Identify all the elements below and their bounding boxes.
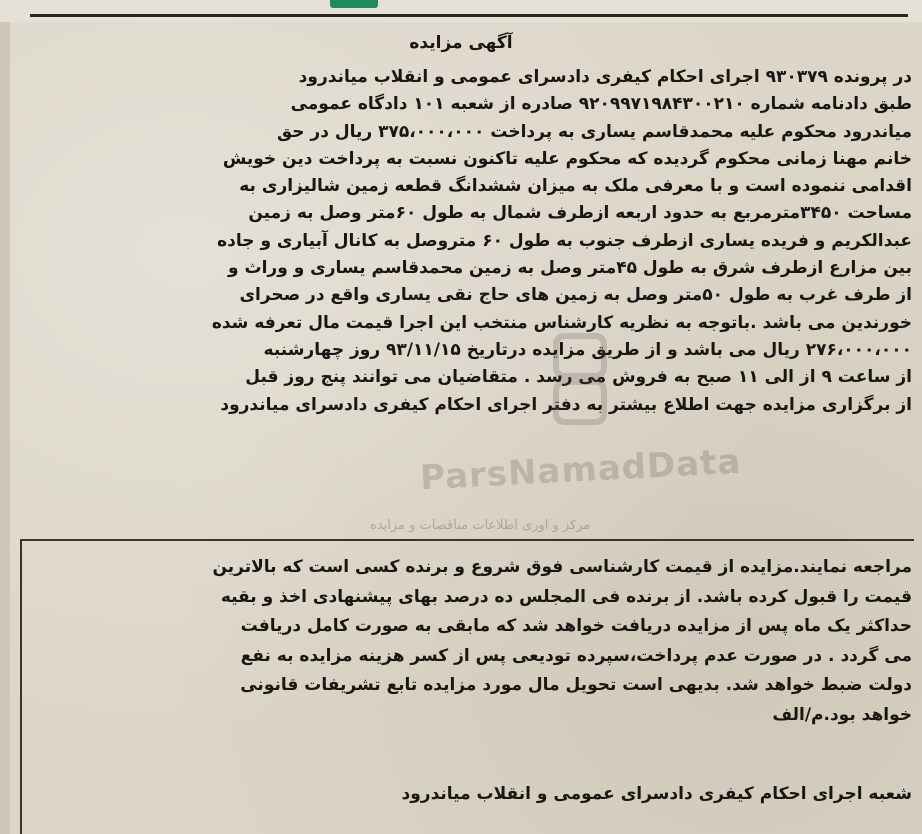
ad-line: قیمت را قبول کرده باشد. از برنده فی المجلس ده درصد بهای پیشنهادی اخذ و بقیه [220, 586, 912, 607]
column-divider [20, 539, 914, 541]
ad-line: خورندین می باشد .باتوجه به نظریه کارشناس منتخب این اجرا قیمت مال تعرفه شده [211, 312, 912, 333]
ad-line: دولت ضبط خواهد شد. بدیهی است تحویل مال مورد مزایده تابع تشریفات قانونی [240, 675, 912, 695]
parsnamad-emblem-icon [548, 330, 612, 430]
ad-title: آگهی مزایده [409, 33, 513, 53]
ad-line: طبق دادنامه شماره ۹۲۰۹۹۷۱۹۸۴۳۰۰۲۱۰ صادره از شعبه ۱۰۱ دادگاه عمومی [290, 94, 912, 115]
ad-line: مراجعه نمایند.مزایده از قیمت کارشناسی فوق شروع و برنده کسی است که بالاترین [212, 557, 912, 577]
column-border [20, 541, 22, 834]
ad-line: مساحت ۳۴۵۰مترمربع به حدود اربعه ازطرف شمال به طول ۶۰متر وصل به زمین [248, 203, 912, 224]
watermark-caption: مرکز و اوری اطلاعات مناقصات و مزایده [370, 518, 591, 533]
ad-line: از برگزاری مزایده جهت اطلاع بیشتر به دفتر اجرای احکام کیفری دادسرای میاندرود [220, 394, 912, 415]
ad-line: عبدالکریم و فریده یساری ازطرف جنوب به طول ۶۰ متروصل به کانال آبیاری و جاده [217, 230, 912, 251]
top-strip [0, 0, 922, 22]
ad-line: حداکثر یک ماه پس از مزایده دریافت خواهد شد که مابقی به صورت کامل دریافت [240, 616, 912, 636]
ad-line: اقدامی ننموده است و با معرفی ملک به میزان ششدانگ قطعه زمین شالیزاری به [239, 176, 912, 197]
ad-line: در پرونده ۹۳۰۳۷۹ اجرای احکام کیفری دادسرای عمومی و انقلاب میاندرود [298, 67, 912, 87]
top-rule [30, 14, 908, 17]
ad-line: از طرف غرب به طول ۵۰متر وصل به زمین های حاج نقی یساری واقع در صحرای [239, 285, 912, 306]
ad-line: می گردد . در صورت عدم پرداخت،سپرده تودیعی پس از کسر هزینه مزایده به نفع [240, 645, 912, 666]
ad-signature: شعبه اجرای احکام کیفری دادسرای عمومی و انقلاب میاندرود [401, 784, 912, 804]
ad-line: میاندرود محکوم علیه محمدقاسم یساری به پرداخت ۳۷۵،۰۰۰،۰۰۰ ریال در حق [276, 121, 912, 142]
ad-body-lower [34, 553, 912, 730]
section-tab [330, 0, 378, 8]
ad-line: خواهد بود.م/الف [772, 704, 912, 725]
ad-line: بین مزارع ازطرف شرق به طول ۴۵متر وصل به زمین محمدقاسم یساری و وراث و [228, 258, 912, 279]
ad-line: ۲۷۶،۰۰۰،۰۰۰ ریال می باشد و از طریق مزایده درتاریخ ۹۳/۱۱/۱۵ روز چهارشنبه [263, 339, 912, 360]
ad-body-upper [34, 64, 912, 419]
page-edge [0, 0, 10, 834]
ad-line: از ساعت ۹ از الی ۱۱ صبح به فروش می رسد . متقاضیان می توانند پنج روز قبل [245, 367, 912, 388]
ad-line: خانم مهنا زمانی محکوم گردیده که محکوم علیه تاکنون نسبت به پرداخت دین خویش [222, 148, 912, 169]
watermark-text: ParsNamadData [419, 441, 743, 499]
